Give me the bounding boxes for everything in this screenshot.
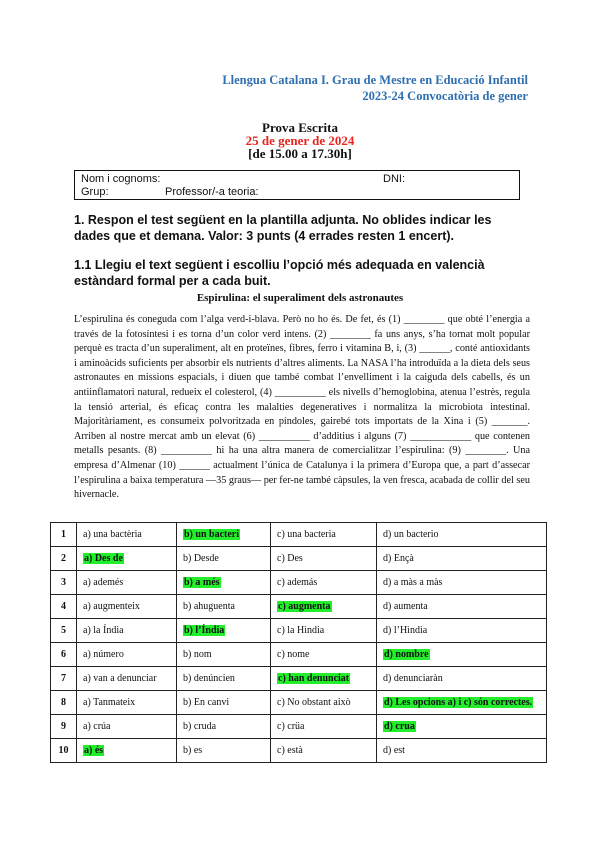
correct-option: b) l’Índia <box>184 625 225 636</box>
option-text: a) Tanmateix <box>83 697 136 708</box>
option-text: d) Ençà <box>383 553 414 564</box>
option-text: c) està <box>277 745 303 756</box>
exam-time: [de 15.00 a 17.30h] <box>248 146 352 161</box>
option-cell-b <box>177 691 271 715</box>
option-text: b) Desde <box>183 553 219 564</box>
option-cell-d <box>377 523 547 547</box>
group-label: Grup: <box>81 186 109 198</box>
table-row <box>51 691 547 715</box>
option-cell-d <box>377 595 547 619</box>
option-cell-b <box>177 571 271 595</box>
question-number: 10 <box>51 739 77 763</box>
option-text: b) cruda <box>183 721 217 732</box>
option-cell-c <box>271 643 377 667</box>
option-text: a) augmenteix <box>83 601 140 612</box>
correct-option: c) han denunciat <box>278 673 350 684</box>
option-text: a) una bactèria <box>83 529 142 540</box>
correct-option: d) nombre <box>384 649 429 660</box>
table-row <box>51 523 547 547</box>
exam-title: Prova Escrita <box>262 120 338 135</box>
option-text: b) denúncien <box>183 673 235 684</box>
question-number: 5 <box>51 619 77 643</box>
teacher-label: Professor/-a teoria: <box>165 186 259 198</box>
option-text: a) número <box>83 649 124 660</box>
option-cell-c <box>271 619 377 643</box>
option-cell-d <box>377 667 547 691</box>
option-cell-b <box>177 595 271 619</box>
option-cell-a <box>77 619 177 643</box>
correct-option: c) augmenta <box>278 601 331 612</box>
correct-option: d) Les opcions a) i c) són correctes. <box>384 697 533 708</box>
question-number: 6 <box>51 643 77 667</box>
option-cell-a <box>77 571 177 595</box>
correct-option: d) crua <box>384 721 415 732</box>
question-number: 9 <box>51 715 77 739</box>
option-text: a) ademés <box>83 577 124 588</box>
option-cell-c <box>271 595 377 619</box>
option-text: d) l’Hìndia <box>383 625 428 636</box>
table-row <box>51 643 547 667</box>
table-row <box>51 595 547 619</box>
table-row <box>51 571 547 595</box>
question-1-1: 1.1 Llegiu el text següent i escolliu l’opció més adequada en valencià estàndard formal per a cada buit. <box>74 258 485 288</box>
option-cell-b <box>177 715 271 739</box>
option-cell-a <box>77 739 177 763</box>
question-number: 4 <box>51 595 77 619</box>
table-row <box>51 739 547 763</box>
name-label: Nom i cognoms: <box>81 173 161 185</box>
correct-option: b) un bacteri <box>184 529 239 540</box>
option-cell-b <box>177 643 271 667</box>
option-cell-a <box>77 595 177 619</box>
option-text: d) un bacterio <box>383 529 439 540</box>
option-text: c) la Hìndia <box>277 625 325 636</box>
option-text: c) además <box>277 577 318 588</box>
question-number: 7 <box>51 667 77 691</box>
correct-option: a) Des de <box>84 553 123 564</box>
option-cell-a <box>77 523 177 547</box>
option-cell-a <box>77 547 177 571</box>
option-cell-b <box>177 523 271 547</box>
option-cell-d <box>377 619 547 643</box>
question-number: 3 <box>51 571 77 595</box>
table-row <box>51 715 547 739</box>
option-text: a) crúa <box>83 721 111 732</box>
exam-date: 25 de gener de 2024 <box>245 133 355 148</box>
table-row <box>51 619 547 643</box>
option-text: b) nom <box>183 649 212 660</box>
option-text: b) En canvi <box>183 697 230 708</box>
option-cell-b <box>177 739 271 763</box>
table-row <box>51 547 547 571</box>
student-id-box <box>74 170 520 200</box>
question-number: 2 <box>51 547 77 571</box>
option-cell-c <box>271 715 377 739</box>
option-text: c) nome <box>277 649 310 660</box>
option-cell-c <box>271 547 377 571</box>
option-text: d) denunciaràn <box>383 673 443 684</box>
option-cell-b <box>177 547 271 571</box>
option-cell-d <box>377 547 547 571</box>
option-cell-d <box>377 643 547 667</box>
option-cell-d <box>377 571 547 595</box>
option-cell-c <box>271 691 377 715</box>
passage-title: Espirulina: el superaliment dels astronautes <box>196 292 404 304</box>
option-text: b) ahuguenta <box>183 601 235 612</box>
course-title: Llengua Catalana I. Grau de Mestre en Educació Infantil <box>222 73 528 87</box>
option-cell-c <box>271 667 377 691</box>
option-text: b) es <box>183 745 203 756</box>
option-cell-b <box>177 667 271 691</box>
option-text: d) aumenta <box>383 601 428 612</box>
option-cell-c <box>271 739 377 763</box>
dni-label: DNI: <box>383 173 405 185</box>
option-cell-a <box>77 643 177 667</box>
correct-option: a) és <box>84 745 104 756</box>
answer-table <box>50 522 547 763</box>
option-text: d) a màs a màs <box>383 577 443 588</box>
option-text: a) la Índia <box>83 625 124 636</box>
option-cell-d <box>377 739 547 763</box>
question-number: 1 <box>51 523 77 547</box>
option-cell-b <box>177 619 271 643</box>
option-text: a) van a denunciar <box>83 673 157 684</box>
correct-option: b) a més <box>184 577 220 588</box>
option-cell-a <box>77 691 177 715</box>
option-text: c) No obstant això <box>277 697 351 708</box>
option-cell-d <box>377 691 547 715</box>
option-cell-d <box>377 715 547 739</box>
option-cell-a <box>77 715 177 739</box>
option-cell-a <box>77 667 177 691</box>
question-number: 8 <box>51 691 77 715</box>
option-text: d) est <box>383 745 405 756</box>
question-1: 1. Respon el test següent en la plantilla adjunta. No oblides indicar les dades que et demana. Valor: 3 punts (4 errades resten 1 encert). <box>74 213 492 243</box>
option-text: c) Des <box>277 553 303 564</box>
passage-text: L’espirulina és coneguda com l’alga verd-i-blava. Però no ho és. De fet, és (1) ________ que obté l’energia a través de la fotosíntesi i es torna d’un color verd intens. (2) ________ fa uns anys, s’ha tornat molt popular perquè es tracta d’un superaliment, alt en proteïnes, fibres, ferro i vitamina B, i, (3) ______, conté antioxidants i aminoàcids suficients per absorbir els nutrients d’altres aliments. La NASA l’ha introduïda a la dieta dels seus astronautes en missions espacials, i diuen que també combat l’envelliment i la caiguda dels cabells, és un antiinflamatori natural, redueix el colesterol, (4) __________ els nivells d’hemoglobina, atenua l’estrès, regula la tensió arterial, és eficaç contra les malalties degeneratives i normalitza la microbiota intestinal. Majoritàriament, es consumeix polvoritzada en píndoles, gairebé tots importats de la Xina i (5) _______. Arriben al nostre mercat amb un elevat (6) __________ d’additius i alguns (7) ____________ que contenen metalls pesants. (8) __________ hi ha una altra manera de comercialitzar l’espirulina: (9) ________. Una empresa d’Almenar (10) ______ actualment l’única de Catalunya i la primera d’Europa que, a part d’assecar l’espirulina a baixa temperatura —35 graus— per fer-ne també càpsules, la ven fresca, acabada de collir del seu hivernacle. <box>74 314 530 501</box>
option-cell-c <box>271 571 377 595</box>
option-text: c) crüa <box>277 721 305 732</box>
session-title: 2023-24 Convocatòria de gener <box>362 89 528 103</box>
option-cell-c <box>271 523 377 547</box>
option-text: c) una bacteria <box>277 529 336 540</box>
table-row <box>51 667 547 691</box>
